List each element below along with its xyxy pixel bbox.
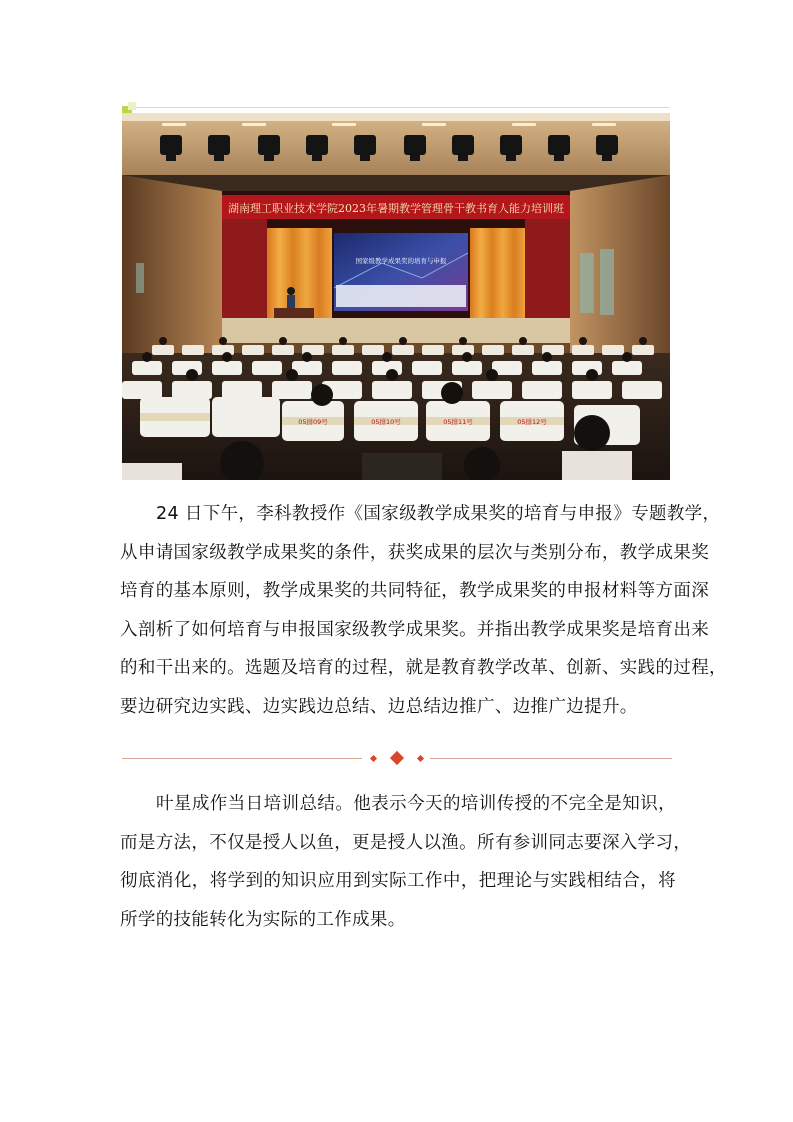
text-line: 而是方法，不仅是授人以鱼，更是授人以渔。所有参训同志要深入学习， — [120, 832, 692, 853]
text-line: 叶星成作当日培训总结。他表示今天的培训传授的不完全是知识， — [156, 794, 676, 814]
top-rule — [136, 107, 670, 108]
text-line: 的和干出来的。选题及培育的过程，就是教育教学改革、创新、实践的过程， — [120, 658, 727, 679]
text-line: 24 日下午，李科教授作《国家级教学成果奖的培育与申报》专题教学， — [156, 504, 721, 524]
divider-line-left — [122, 758, 362, 759]
paragraph-lecture-summary — [120, 495, 727, 727]
diamond-icon — [417, 755, 424, 762]
seat-label: 05排12号 — [517, 418, 547, 426]
seat-label: 05排11号 — [443, 418, 473, 426]
seat-label: 05排09号 — [298, 418, 328, 426]
auditorium-photo — [122, 113, 670, 480]
stage-banner-text: 湖南理工职业技术学院2023年暑期教学管理骨干教书育人能力培训班 — [228, 202, 564, 215]
text-line: 培育的基本原则，教学成果奖的共同特征，教学成果奖的申报材料等方面深 — [120, 581, 710, 602]
text-line: 从申请国家级教学成果奖的条件，获奖成果的层次与类别分布，教学成果奖 — [120, 542, 710, 563]
text-line: 入剖析了如何培育与申报国家级教学成果奖。并指出教学成果奖是培育出来 — [120, 619, 710, 640]
divider-line-right — [430, 758, 672, 759]
text-line: 彻底消化，将学到的知识应用到实际工作中，把理论与实践相结合，将 — [120, 871, 676, 892]
screen-title-text: 国家级教学成果奖的培育与申报 — [355, 257, 447, 265]
section-divider — [122, 749, 672, 769]
diamond-icon — [390, 751, 404, 765]
seat-label: 05排10号 — [371, 418, 401, 426]
text-line: 所学的技能转化为实际的工作成果。 — [120, 909, 406, 930]
paragraph-training-summary — [120, 785, 692, 939]
text-line: 要边研究边实践、边实践边总结、边总结边推广、边推广边提升。 — [120, 696, 638, 717]
diamond-icon — [370, 755, 377, 762]
